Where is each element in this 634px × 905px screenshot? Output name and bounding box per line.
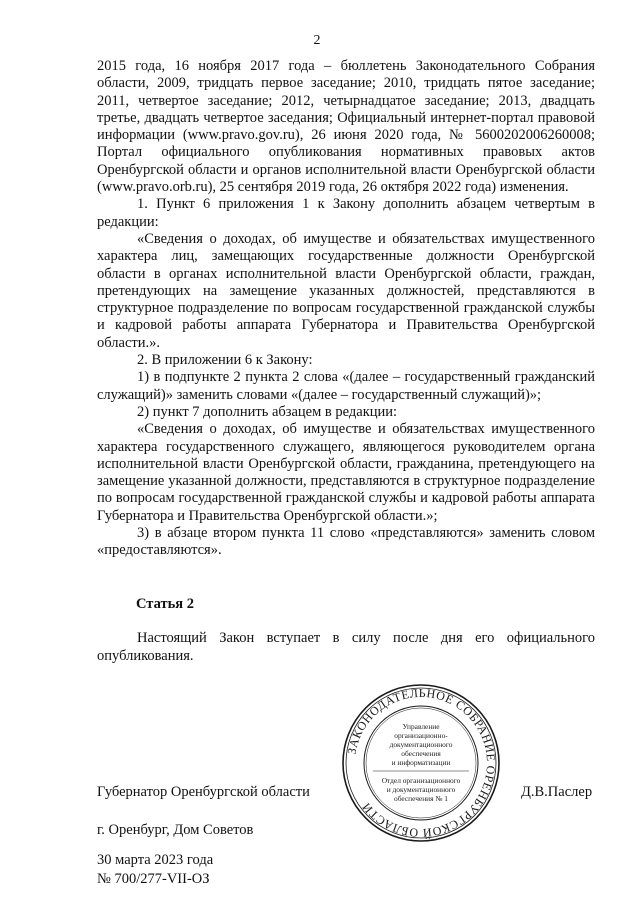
paragraph: «Сведения о доходах, об имуществе и обязательствах имущественного характера государственного служащего, являющегося руководителем органа исполнительной власти Оренбургской области, гражданина, претендующего на замещение указанной должности, представляются в структурное подразделение по вопросам государственной гражданской службы и кадровой работы аппарата Губернатора и Правительства Оренбургской области.»; (97, 421, 595, 524)
stamp-inner-line: организационно- (394, 731, 448, 740)
page-number: 2 (313, 33, 321, 48)
paragraph: «Сведения о доходах, об имуществе и обязательствах имущественного характера лиц, замещающих государственные должности Оренбургской области в органах исполнительной власти Оренбургской области, граждан, претендующих на замещение указанных должностей, представляются в структурное подразделение по вопросам государственной гражданской службы и кадровой работы аппарата Губернатора и Правительства Оренбургской области.». (97, 230, 595, 351)
paragraph: 2. В приложении 6 к Закону: (137, 352, 313, 369)
stamp-inner-line: Управление (402, 722, 440, 731)
document-number: № 700/277-VII-ОЗ (97, 871, 210, 887)
stamp-inner-line: обеспечения (401, 749, 441, 758)
stamp-inner-line: обеспечения № 1 (394, 794, 448, 803)
signing-date: 30 марта 2023 года (97, 852, 214, 868)
stamp-inner-line: Отдел организационного (381, 776, 461, 785)
final-paragraph: Настоящий Закон вступает в силу после дня его официального опубликования. (97, 630, 595, 664)
stamp-ring-text: ЗАКОНОДАТЕЛЬНОЕ СОБРАНИЕ ОРЕНБУРГСКОЙ ОБЛАСТИ (344, 685, 499, 841)
article-heading: Статья 2 (136, 596, 194, 612)
document-body (97, 58, 595, 560)
signing-place: г. Оренбург, Дом Советов (97, 822, 254, 838)
signature-name: Д.В.Паслер (521, 784, 593, 800)
paragraph: 2015 года, 16 ноября 2017 года – бюллетень Законодательного Собрания области, 2009, тридцать первое заседание; 2010, тридцать пятое заседание; 2011, четвертое заседание; 2012, четырнадцатое заседание; 2013, двадцать третье, двадцать четвертое заседания; Официальный интернет-портал правовой информации (www.pravo.gov.ru), 26 июня 2020 года, № 5600202006260008; Портал официального опубликования нормативных правовых актов Оренбургской области и органов исполнительной власти Оренбургской области (www.pravo.orb.ru), 25 сентября 2019 года, 26 октября 2022 года) изменения. (97, 58, 595, 196)
paragraph: 2) пункт 7 дополнить абзацем в редакции: (137, 403, 398, 420)
stamp-inner-line: и документационного (386, 785, 456, 794)
stamp-inner-line: и информатизации (391, 758, 451, 767)
paragraph: 1) в подпункте 2 пункта 2 слова «(далее – государственный гражданский служащий)» заменить словами «(далее – государственный служащий)»; (97, 369, 595, 403)
paragraph: 1. Пункт 6 приложения 1 к Закону дополнить абзацем четвертым в редакции: (97, 196, 595, 230)
stamp-inner-line: документационного (389, 740, 453, 749)
signature-position: Губернатор Оренбургской области (97, 784, 310, 800)
paragraph: 3) в абзаце втором пункта 11 слово «представляются» заменить словом «предоставляются». (97, 525, 595, 559)
official-stamp (341, 683, 501, 843)
stamp-seal-icon (341, 683, 501, 843)
